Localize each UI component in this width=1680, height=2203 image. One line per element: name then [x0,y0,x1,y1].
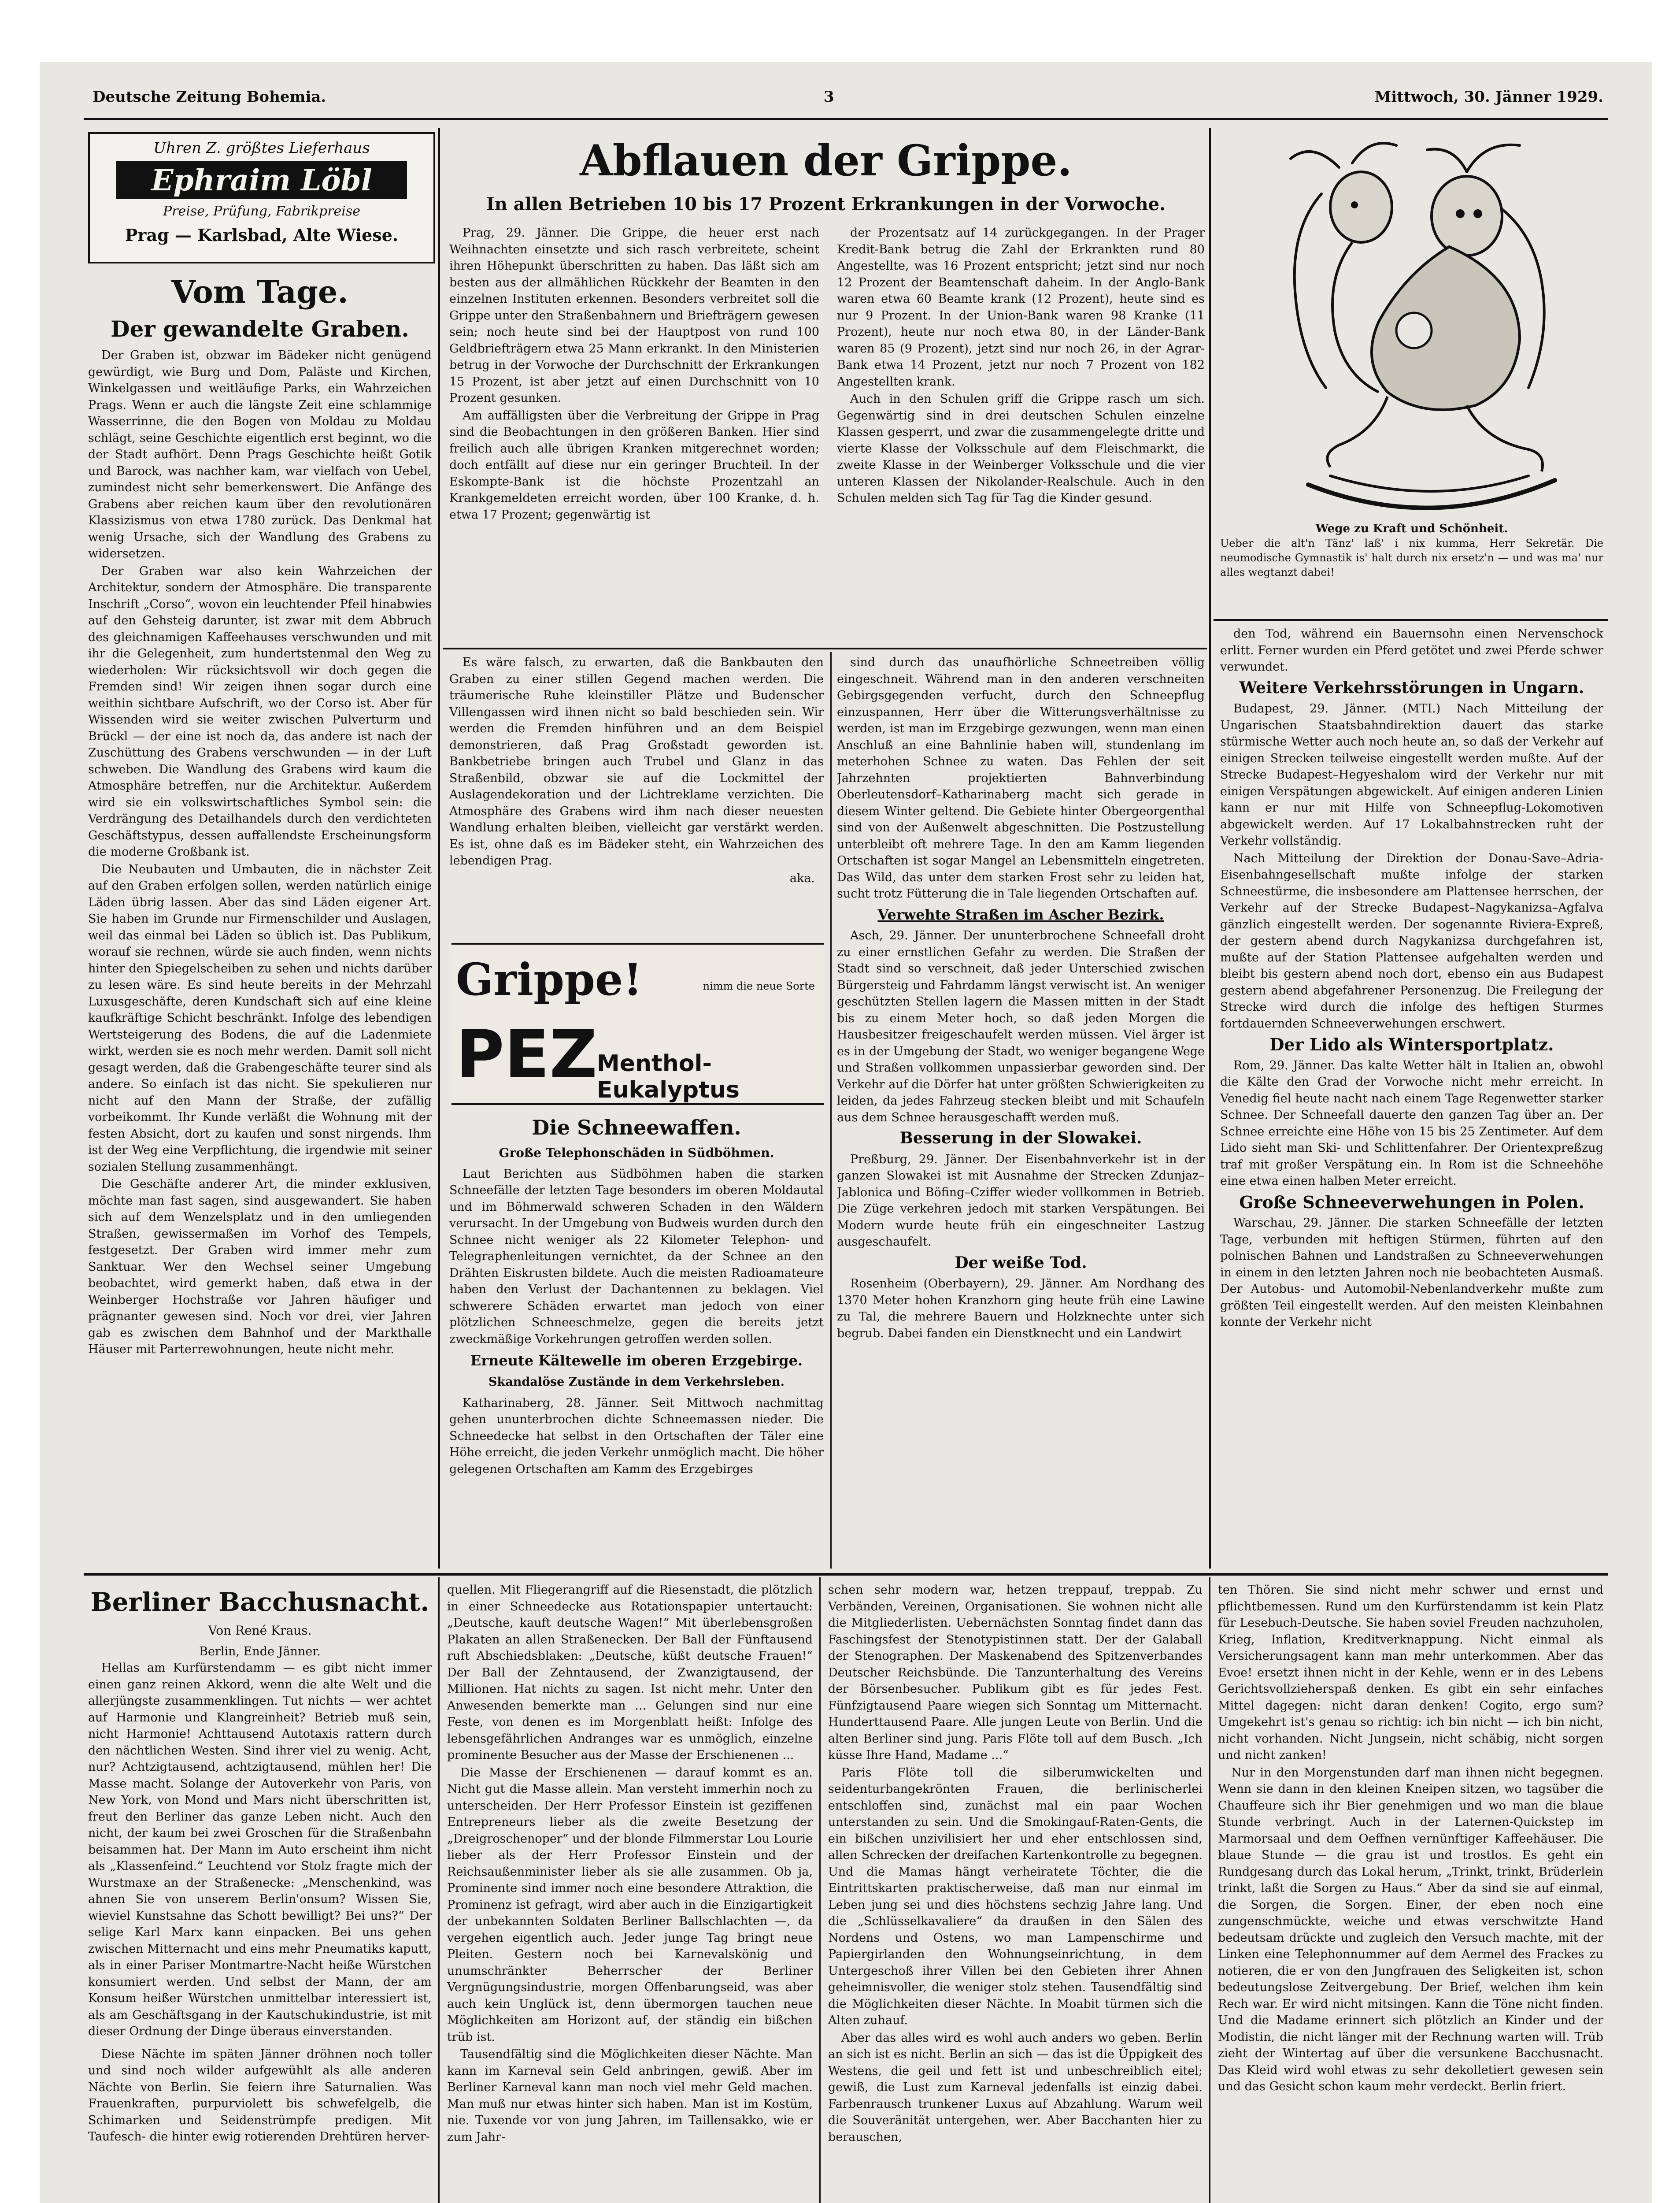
paragraph: Aber das alles wird es wohl auch anders wo geben. Berlin an sich ist es nicht. Berlin an sich — das ist die Üppigkeit des Westens, die geil und fett ist und unbeschreiblich eitel; gewiß, die Lust zum Karneval jedenfalls ist einzig dabei. Farbenrausch trunkener Luxus auf Abzahlung. Warum weil die Souveränität untergehen, wer. Aber Bacchanten hier zu berauschen, [828,2031,1203,2144]
article-headline: Weitere Verkehrsstörungen in Ungarn. [1239,678,1584,697]
article-vom-tage [88,269,432,1569]
paragraph: Tausendfältig sind die Möglichkeiten dieser Nächte. Man kann im Karneval sein Geld anbringen, gewiß. Aber im Berliner Karneval kann man noch viel mehr Geld machen. Man muß nur etwas hinter sich haben. Man ist im Kostüm, nie. Tuxende vor von jung Jahren, im Taillensakko, wie er zum Jahr- [447,2047,813,2144]
paragraph: Am auffälligsten über die Verbreitung der Grippe in Prag sind die Beobachtungen in den größeren Banken. Hier sind freilich auch alle übrigen Kranken mitgerechnet worden; doch entfällt auf diese nur ein geringer Bruchteil. In der Eskompte-Bank ist die höchste Prozentzahl an Krankgemeldeten erreicht worden, über 100 Kranke, d. h. etwa 17 Prozent; gegenwärtig ist [449,408,819,522]
paragraph: Prag, 29. Jänner. Die Grippe, die heuer erst nach Weihnachten einsetzte und sich rasch verbreitete, scheint ihren Höhepunkt überschritten zu haben. Das läßt sich am besten aus der allmählichen Rückkehr der Beamten in den einzelnen Instituten erkennen. Besonders verbreitet soll die Grippe unter den Straßenbahnern und Briefträgern gewesen sein; noch heute sind bei der Hauptpost von rund 100 Geldbriefträgern etwa 25 Mann erkrankt. In den Ministerien betrug in der Vorwoche der Durchschnitt der Erkrankungen 15 Prozent, ist aber jetzt auf einen Durchschnitt von 10 Prozent gesunken. [449,226,819,405]
article-headline: Große Schneeverwehungen in Polen. [1239,1192,1584,1212]
cartoon-dancers-illustration [1220,132,1603,520]
article-headline: Der Lido als Wintersportplatz. [1269,1035,1554,1054]
vertical-rule [830,652,832,1569]
paragraph: sind durch das unaufhörliche Schneetreiben völlig eingeschneit. Während man in den anderen verschneiten Gebirgsgegenden verfucht, durch den Schneepflug einzuspannen, Herr über die Witterungsverhältnisse zu werden, ist man im Erzgebirge gezwungen, wenn man einen Anschluß an eine Bahnlinie haben will, stundenlang im meterhohen Schnee zu waten. Das Fehlen der seit Jahrzehnten projektierten Bahnverbindung Oberleutensdorf–Katharinaberg macht sich gerade in diesem Winter geltend. Die Gebiete hinter Obergeorgenthal sind von der Außenwelt abgeschnitten. Die Postzustellung unterbleibt oft mehrere Tage. In den am Kamm liegenden Ortschaften ist sogar Mangel an Lebensmitteln eingetreten. Das Wild, das unter dem starken Frost sehr zu leiden hat, sucht trotz Fütterung die in Tale liegenden Ortschaften auf. [837,656,1205,901]
article-subheadline: Skandalöse Zustände in dem Verkehrsleben. [488,1375,784,1389]
paragraph: Rom, 29. Jänner. Das kalte Wetter hält in Italien an, obwohl die Kälte den Grad der Vorwoche nicht mehr erreicht. In Venedig fiel heute nacht nach einem Tage Regenwetter starker Schnee. Der Schneefall dauerte den ganzen Tag über an. Der Schnee erreichte eine Höhe von 15 bis 25 Zentimeter. Auf dem Lido sieht man Ski- und Schlittenfahrer. Der Orientexpreßzug traf mit großer Verspätung ein. In Rom ist die Schneehöhe eine etwa einen halben Meter erreicht. [1220,1058,1603,1188]
grippe-headline: Abflauen der Grippe. [580,136,1072,185]
graben-continuation [449,654,824,936]
ad-ephraim-loebl [88,132,435,263]
article-right-column [1220,626,1603,1569]
paragraph: Die Geschäfte anderer Art, die minder exklusiven, möchte man fast sagen, sind ausgewandert. Sie haben sich auf dem Wenzelsplatz und in den umliegenden Straßen, gewissermaßen im Vorhof des Tempels, festgesetzt. Der Graben wird immer mehr zum Sanktuar. Wer den Wechsel seiner Umgebung beobachtet, wird gemerkt haben, daß etwa in der Weinberger Hochstraße vor Jahren häufiger und prägnanter gewesen sind. Noch vor drei, vier Jahren gab es zwischen dem Bahnhof und der Markthalle Häuser mit Parterrewohnungen, heute nicht mehr. [88,1177,432,1356]
article-snow-news [837,654,1205,1569]
bacchus-col4 [1218,1582,1603,2203]
ad-pez [451,943,824,1105]
horizontal-rule [84,1573,1608,1576]
dateline: Berlin, Ende Jänner. [199,1644,321,1658]
section-title: Vom Tage. [171,274,348,310]
paragraph: der Prozentsatz auf 14 zurückgegangen. In der Prager Kredit-Bank betrug die Zahl der Erkrankten rund 80 Angestellte, was 16 Prozent entspricht; jetzt sind nur noch 12 Prozent der Beamtenschaft daheim. In der Anglo-Bank waren etwa 60 Beamte krank (12 Prozent), heute sind es nur 9 Prozent. In der Union-Bank waren 98 Kranke (11 Prozent), heute nur noch etwa 80, in der Länder-Bank waren 85 (9 Prozent), jetzt sind nur noch 26, in der Agrar-Bank etwa 14 Prozent, jetzt nur noch 7 Prozent von 182 Angestellten krank. [837,226,1205,389]
bacchus-col3 [828,1582,1203,2203]
article-byline: Von René Kraus. [208,1623,312,1638]
grippe-col2 [837,225,1205,643]
paragraph: Rosenheim (Oberbayern), 29. Jänner. Am Nordhang des 1370 Meter hohen Kranzhorn ging heute früh eine Lawine zu Tal, die mehrere Bauern und Holzknechte unter sich begrub. Dabei fanden ein Dienstknecht und ein Landwirt [837,1277,1205,1340]
bacchus-col1 [88,1582,432,2203]
vertical-rule [438,1577,440,2203]
paragraph: ten Thören. Sie sind nicht mehr schwer und ernst und pflichtbemessen. Rund um den Kurfürstendamm ist kein Platz für Lesebuch-Deutsche. Sie haben soviel Freuden nachzuholen, Krieg, Inflation, Kreditverknappung. Nicht einmal als Versicherungsagent kann man mehr unterkommen. Aber das Evoe! ersetzt ihnen nicht in der Kehle, wenn er in des Lebens Gerichtsvollzieherspaß denken. Es gibt ein sehr einfaches Mittel dagegen: nicht daran denken! Cogito, ergo sum? Umgekehrt ist's genau so richtig: ich bin nicht — ich bin nicht, nicht vorhanden. Nicht Jungsein, nicht schäbig, nicht sorgen und nicht zanken! [1218,1583,1603,1762]
masthead-paper: Deutsche Zeitung Bohemia. [93,88,326,106]
paragraph: Es wäre falsch, zu erwarten, daß die Bankbauten den Graben zu einer stillen Gegend machen werden. Die träumerische Ruhe kleinstiller Plätze und Budenscher Villengassen wird ihnen nicht so bald beschieden sein. Wir werden die Fremden hinführen und an dem Beispiel demonstrieren, daß Prag Großstadt geworden ist. Bankbetriebe bringen auch Trubel und Glanz in das Straßenbild, obzwar sie auf die Lockmittel der Auslagendekoration und der Lichtreklame verzichten. Die Atmosphäre des Grabens wird ihm nach dieser neuesten Wandlung erhalten bleiben, vielleicht gar verstärkt werden. Es ist, ohne daß es im Bädeker steht, ein Wahrzeichen des lebendigen Prag. [449,656,824,868]
ad-line4: Prag — Karlsbad, Alte Wiese. [125,225,399,245]
ad-pez-title: Grippe! [456,953,643,1005]
paragraph: Nur in den Morgenstunden darf man ihnen nicht begegnen. Wenn sie dann in den kleinen Kneipen sitzen, wo tagsüber die Chauffeure sich ihr Bier genehmigen und wo man die blaue Stunde verbringt. Auch in der Laternen-Quickstep im Marmorsaal und dem Oeffnen vernünftiger Kaffeehäuser. Die blaue Stunde — die grau ist und trostlos. Es geht ein Rundgesang durch das Lokal herum, „Trinkt, trinkt, Brüderlein trinkt, laßt die Sorgen zu Haus.“ Aber da sind sie auf einmal, die Sorgen, die Sorgen. Einer, der eben noch eine zungenschmückte, weiche und etwas verschwitzte Hand bedeutsam drückte und zugleich den Versuch machte, mit der Linken eine Telephonnummer auf dem Aermel des Frackes zu notieren, die er von den Jungfrauen des Seligkeiten ist, schon bedeutungslose Zeitvergebung. Der Brief, welchen ihm kein Rech war. Er wird nicht mitsingen. Kann die Töne nicht finden. Und die Madame erinnert sich plötzlich an Kinder und der Modistin, die nicht länger mit der Rechnung warten will. Trüb zieht der Wintertag auf über die versunkene Bacchusnacht. Das Kleid wird wohl etwas zu sehr dekolletiert gewesen sein und das Gesicht schon kaum mehr verdeckt. Berlin friert. [1218,1765,1603,2093]
paragraph: quellen. Mit Fliegerangriff auf die Riesenstadt, die plötzlich in einer Schneedecke aus Rotationspapier untertaucht: „Deutsche, kauft deutsche Wagen!“ Mit überlebensgroßen Plakaten an allen Straßenecken. Der Ball der Fünftausend ruft Abschiedsblaken: „Deutsche, küßt deutsche Frauen!“ Der Ball der Zehntausend, der Zwanzigtausend, der Millionen. Hat nichts zu sagen. Ist nicht mehr. Unter den Anwesenden bemerkte man ... Gelungen sind nur eine Feste, von denen es im Morgenblatt heißt: Infolge des lebensgefährlichen Andranges war es unmöglich, einzelne prominente Besucher aus der Masse der Erschienenen ... [447,1583,813,1762]
horizontal-rule [1214,619,1608,621]
paragraph: Warschau, 29. Jänner. Die starken Schneefälle der letzten Tage, verbunden mit heftigen Stürmen, führten auf den polnischen Bahnen und Landstraßen zu Schneeverwehungen in einem in den letzten Jahren noch nie beobachteten Ausmaß. Der Autobus- und Automobil-Nebenlandverkehr mußte zum größten Teil eingestellt werden. Auf den meisten Kleinbahnen konnte der Verkehr nicht [1220,1216,1603,1329]
paragraph: Nach Mitteilung der Direktion der Donau-Save–Adria-Eisenbahngesellschaft mußte infolge der starken Schneestürme, die insbesondere am Plattensee herrschen, der Verkehr auf der Strecke Budapest–Nagykanizsa–Agfalva gänzlich eingestellt werden. Der sogenannte Riviera-Expreß, der gestern abend durch Nagykanizsa durchgefahren ist, mußte auf der Station Plattensee aufgehalten werden und bleibt bis gestern abend noch dort, ebenso ein aus Budapest gestern abend abgefahrener Personenzug. Die Freilegung der Strecke wird durch die infolge des heftigen Sturmes fortdauernden Schneeverwehungen erschwert. [1220,851,1603,1031]
ad-pez-note: nimm die neue Sorte [703,980,815,992]
article-headline: Berliner Bacchusnacht. [90,1587,429,1617]
article-subheadline: Große Telephonschäden in Südböhmen. [499,1146,774,1160]
masthead-rule [84,118,1608,120]
vertical-rule [819,1577,821,2203]
paragraph: Diese Nächte im späten Jänner dröhnen noch toller und sind noch wilder aufgewühlt als alle anderen Nächte von Berlin. Sie feiern ihre Saturnalien. Was Frauenkraften, purpurviolett bis schwefelgelb, die Schimarken und Seidenstrümpfe predigen. Mit Taufesch- die hinter ewig rotierenden Drehtüren herver- [88,2047,432,2144]
paragraph: Katharinaberg, 28. Jänner. Seit Mittwoch nachmittag gehen ununterbrochen dichte Schneemassen nieder. Die Schneedecke hat selbst in den Ortschaften der Täler eine Höhe erreicht, die jeden Verkehr unmöglich macht. Die höher gelegenen Ortschaften am Kamm des Erzgebirges [449,1396,824,1476]
vertical-rule [1209,1577,1210,2203]
paragraph: Die Masse der Erschienenen — darauf kommt es an. Nicht gut die Masse allein. Man versteht immerhin noch zu unterscheiden. Der Herr Professor Einstein ist geziffenen Entrepreneurs lieber als die zweite Besetzung der „Dreigroschenoper“ und der blonde Filmmerstar Lou Lourie lieber als der Herr Professor Einstein und der Reichsaußenminister lieber als sie alle zusammen. Ob ja, Prominente sind immer noch eine besondere Attraktion, die Prominenz ist gefragt, wird aber auch in die Einzigartigkeit der unbekannten Soldaten Berliner Ballschlachten —, da vergehen eigentlich auch. Jeder junge Tag bringt neue Pleiten. Gestern noch bei Karnevalskönig und unumschränkter Beherrscher der Berliner Vergnügungsindustrie, morgen Offenbarungseid, was aber auch kein Unglück ist, denn übermorgen tauchen neue Möglichkeiten am Horizont auf, der ständig ein bißchen trüb ist. [447,1765,813,2044]
paragraph: Hellas am Kurfürstendamm — es gibt nicht immer einen ganz reinen Akkord, wenn die alte Welt und die allerjüngste zusammenklingen. Tut nichts — wer achtet auf Harmonie und Klangreinheit? Betrieb muß sein, nicht Harmonie! Achttausend Autotaxis rattern durch den nächtlichen Westen. Sind ihrer viel zu wenig. Acht, nur? Achtzigtausend, achtzigtausend, mühlen her! Die Masse macht. Solange der Autoverkehr von Paris, von New York, von Mond und Mars nicht überschritten ist, freut den Berliner das ganze Leben nicht. Auch den nicht, der kaum bei zwei Groschen für die Straßenbahn beisammen hat. Der Mann im Auto erscheint ihm nicht als „Klassenfeind.“ Leuchtend vor Stolz fragte mich der Wurstmaxe an der Straßenecke: „Menschenkind, was ahnen Sie von unserem Berlin'onsum? Wissen Sie, wieviel Kunstsahne das Schott bewilligt? Bei uns?“ Der selige Karl Marx kann einpacken. Bei uns gehen zwischen Mitternacht und eins mehr Pneumatiks kaputt, als in einer Pariser Montmartre-Nacht heiße Würstchen konsumiert werden. Und selbst der Mann, der am Konsum heißer Würstchen unmittelbar interessiert ist, als am Geschäftsgang in der Kautschukindustrie, ist mit dieser Ordnung der Dinge überaus einverstanden. [88,1661,432,2038]
cartoon-caption-title: Wege zu Kraft und Schönheit. [1315,522,1508,535]
paragraph: Laut Berichten aus Südböhmen haben die starken Schneefälle der letzten Tage besonders im oberen Moldautal und im Böhmerwald schweren Schaden in den Wäldern verursacht. In der Umgebung von Budweis wurden durch den Schnee nicht weniger als 22 Kilometer Telephon- und Telegraphenleitungen vernichtet, da der Schnee an den Drähten Eiskrusten bildete. Auch die meisten Radioamateure haben den Verlust der Dachantennen zu beklagen. Viel schwerere Schäden erwartet man jedoch von einer plötzlichen Schneeschmelze, gegen die bereits jetzt zweckmäßige Vorkehrungen getroffen werden sollen. [449,1167,824,1346]
vertical-rule [1209,128,1211,1569]
paragraph: Die Neubauten und Umbauten, die in nächster Zeit auf den Graben erfolgen sollen, werden natürlich einige Läden übrig lassen. Aber das sind Läden eigener Art. Sie haben im Grunde nur Firmenschilder und Auslagen, weil das einmal bei Läden so üblich ist. Das Publikum, worauf sie rechnen, würde sie auch finden, wenn nichts hinter den Spiegelscheiben zu sehen und nichts darüber zu lesen wäre. Es sind heute bereits in der Mehrzahl Luxusgeschäfte, deren Kundschaft sich auf eine kleine kaufkräftige Schicht beschränkt. Infolge des lebendigen Wertsteigerung des Bodens, die auf die Ladenmiete wirkt, werden sie es noch mehr werden. Damit soll nicht gesagt werden, daß die Grabengeschäfte teurer sind als andere. So einfach ist das nicht. Sie spekulieren nur nicht auf den Mann der Straße, der zufällig vorbeikommt. Ihr Kunde verläßt die Wohnung mit der festen Absicht, dort zu kaufen und sonst nirgends. Ihm ist der Weg eine Verpflichtung, die irgendwie mit seiner sozialen Stellung zusammenhängt. [88,862,432,1174]
ad-pez-brand: PEZ [456,1016,598,1093]
paragraph: Budapest, 29. Jänner. (MTI.) Nach Mitteilung der Ungarischen Staatsbahndirektion dauert das starke stürmische Wetter auch noch heute an, so daß der Verkehr auf einigen Strecken teilweise eingestellt werden mußte. Auf der Strecke Budapest–Hegyeshalom wird der Verkehr nur mit einigen Verspätungen abgewickelt. Auf einigen anderen Linien kann er nur mit Hilfe von Schneepflug-Lokomotiven abgewickelt werden. Auf 17 Lokalbahnstrecken ruht der Verkehr vollständig. [1220,702,1603,848]
bacchus-col2 [447,1582,813,2203]
vertical-rule [438,128,440,1569]
paragraph: schen sehr modern war, hetzen treppauf, treppab. Zu Verbänden, Vereinen, Organisationen. Sie wohnen nicht alle die Mitgliederlisten. Uebernächsten Sonntag findet dann das Faschingsfest der Stenotypistinnen statt. Der der Galaball der Stenographen. Der Maskenabend des Spitzenverbandes Deutscher Reichsbünde. Die Tanzunterhaltung des Vereins der Börsenbesucher. Publikum gibt es für jedes Fest. Fünfzigtausend Paare wiegen sich Sonntag um Mitternacht. Hunderttausend Paare. Alle jungen Leute von Berlin. Und die alten Berliner sind jung. Paris Flöte toll auf dem Busch. „Ich küsse Ihre Hand, Madame ...“ [828,1583,1203,1762]
article-schneewaffen [449,1110,824,1569]
ad-line3: Preise, Prüfung, Fabrikpreise [163,204,360,219]
horizontal-rule [443,648,1207,649]
cartoon [1220,132,1603,617]
signature: aka. [789,871,815,885]
newspaper-page [40,62,1652,2203]
article-headline: Besserung in der Slowakei. [899,1129,1142,1147]
grippe-subheadline: In allen Betrieben 10 bis 17 Prozent Erkrankungen in der Vorwoche. [486,194,1166,215]
paragraph: Der Graben ist, obzwar im Bädeker nicht genügend gewürdigt, wie Burg und Dom, Paläste und Kirchen, Winkelgassen und weitläufige Parks, ein Wahrzeichen Prags. Wenn er auch die längste Zeit eine schlammige Wasserrinne, die den Bogen von Moldau zu Moldau schlägt, seine Geschichte eigentlich erst beginnt, wo die der Stadt aufhört. Denn Prags Geschichte heißt Gotik und Barock, was nachher kam, war vielfach von Uebel, zumindest nicht sehr bemerkenswert. Die Anfänge des Grabens aber reichen kaum über den revolutionären Klassizismus von etwa 1780 zurück. Das Denkmal hat wenig Ursache, sich der Wandlung des Grabens zu widersetzen. [88,349,432,560]
ad-line1: Uhren Z. größtes Lieferhaus [153,139,370,157]
paragraph: Der Graben war also kein Wahrzeichen der Architektur, sondern der Atmosphäre. Die transparente Inschrift „Corso“, wovon ein leuchtender Pfeil hinabwies auf den Gehsteig darunter, ist zwar mit dem Abbruch des gleichnamigen Kaffeehauses verschwunden und mit ihr die Gelegenheit, zum hundertstenmal den Weg zu wiederholen: Wir rücksichtsvoll wir doch gegen die Fremden sind! Wir zeigen ihnen sogar durch eine weithin sichtbare Aufschrift, wo der Corso ist. Aber für Wissenden wird sie weiter zwischen Pulverturm und Brückl — der eine ist noch da, das andere ist nach der Zuschüttung des Grabens verschwunden — in der Luft schweben. Die Wandlung des Grabens wird kaum die Atmosphäre betreffen, nur die Architektur. Außerdem wird sie ein volkswirtschaftliches Symbol sein: die Verdrängung des Detailhandels durch den verdichteten Geschäftstypus, dessen auffallendste Erscheinungsform die moderne Großbank ist. [88,564,432,859]
paragraph: Paris Flöte toll die silberumwickelten und seidenturbangekrönten Frauen, die berlinischerlei entschloffen sind, zunächst mal ein paar Wochen unterstanden zu sein. Und die Smokingauf-Raten-Gents, die ein bißchen unzivilisiert her und eher entschlossen sind, allen Schrecken der dreifachen Kartenkontrolle zu begegnen. Und die Mamas hängt verheiratete Töchter, die die Eintrittskarten praktischerweise, daß man nur einmal im Leben jung sei und dies höchstens sechzig Jahre lang. Und die „Schlüsselkavaliere“ da draußen in den Sälen des Nordens und Ostens, wo man Lampenschirme und Papiergirlanden den Wohnungseinrichtung, in dem Untergeschoß ihrer Villen bei den Gebieten ihrer Ahnen geheimnisvoller, die weniger stolz stehen. Tausendfältig sind die Möglichkeiten dieser Nächte. In Moabit türmen sich die Alten zuhauf. [828,1765,1203,2027]
article-headline: Der weiße Tod. [955,1253,1087,1272]
ad-pez-product: Menthol-Eukalyptus [597,1050,740,1103]
paragraph: Auch in den Schulen griff die Grippe rasch um sich. Gegenwärtig sind in drei deutschen Schulen einzelne Klassen gesperrt, und zwar die zusammengelegte dritte und vierte Klasse der Volksschule auf dem Fleischmarkt, die zweite Klasse in der Weinberger Volksschule und die vier unteren Klassen der Nikolander-Realschule. Auch in den Schulen melden sich Tag für Tag die Kinder gesund. [837,392,1205,505]
article-subheadline: Erneute Kältewelle im oberen Erzgebirge. [470,1352,803,1369]
paragraph: Preßburg, 29. Jänner. Der Eisenbahnverkehr ist in der ganzen Slowakei ist mit Ausnahme der Strecken Zdunjaz–Jablonica und Böfing–Cziffer wieder vollkommen in Betrieb. Die Züge verkehren jedoch mit starken Verspätungen. Bei Modern wurde heute früh ein eingeschneiter Lastzug ausgeschaufelt. [837,1152,1205,1249]
paragraph: den Tod, während ein Bauernsohn einen Nervenschock erlitt. Ferner wurden ein Pferd getötet und zwei Pferde schwer verwundet. [1220,627,1603,674]
grippe-col1 [449,225,819,643]
paragraph: Asch, 29. Jänner. Der ununterbrochene Schneefall droht zu einer ernstlichen Gefahr zu werden. Die Straßen der Stadt sind so verschneit, daß jeder Unterschied zwischen Bürgersteig und Fahrdamm längst verwischt ist. An weniger geschützten Stellen lagern die Massen mitten in der Stadt bis zu einem Meter hoch, so daß jeden Morgen die Hausbesitzer freigeschaufelt werden müssen. Viel ärger ist es in der Umgebung der Stadt, wo weniger begangene Wege und Straßen vollkommen unpassierbar geworden sind. Der Verkehr auf die Dörfer hat unter größten Schwierigkeiten zu leiden, da jedes Fahrzeug stecken bleibt und mit Schaufeln aus dem Schnee herausgeschafft werden muß. [837,929,1205,1124]
article-headline: Verwehte Straßen im Ascher Bezirk. [877,906,1164,923]
cartoon-caption: Ueber die alt'n Tänz' laß' i nix kumma, Herr Sekretär. Die neumodische Gymnastik is' halt durch nix ersetz'n — und was ma' nur alles wegtanzt dabei! [1220,537,1603,579]
article-headline: Die Schneewaffen. [532,1116,741,1139]
ad-brand: Ephraim Löbl [116,161,407,199]
masthead-page-number: 3 [824,88,834,106]
article-headline: Der gewandelte Graben. [111,316,409,342]
masthead-date: Mittwoch, 30. Jänner 1929. [1374,88,1603,106]
